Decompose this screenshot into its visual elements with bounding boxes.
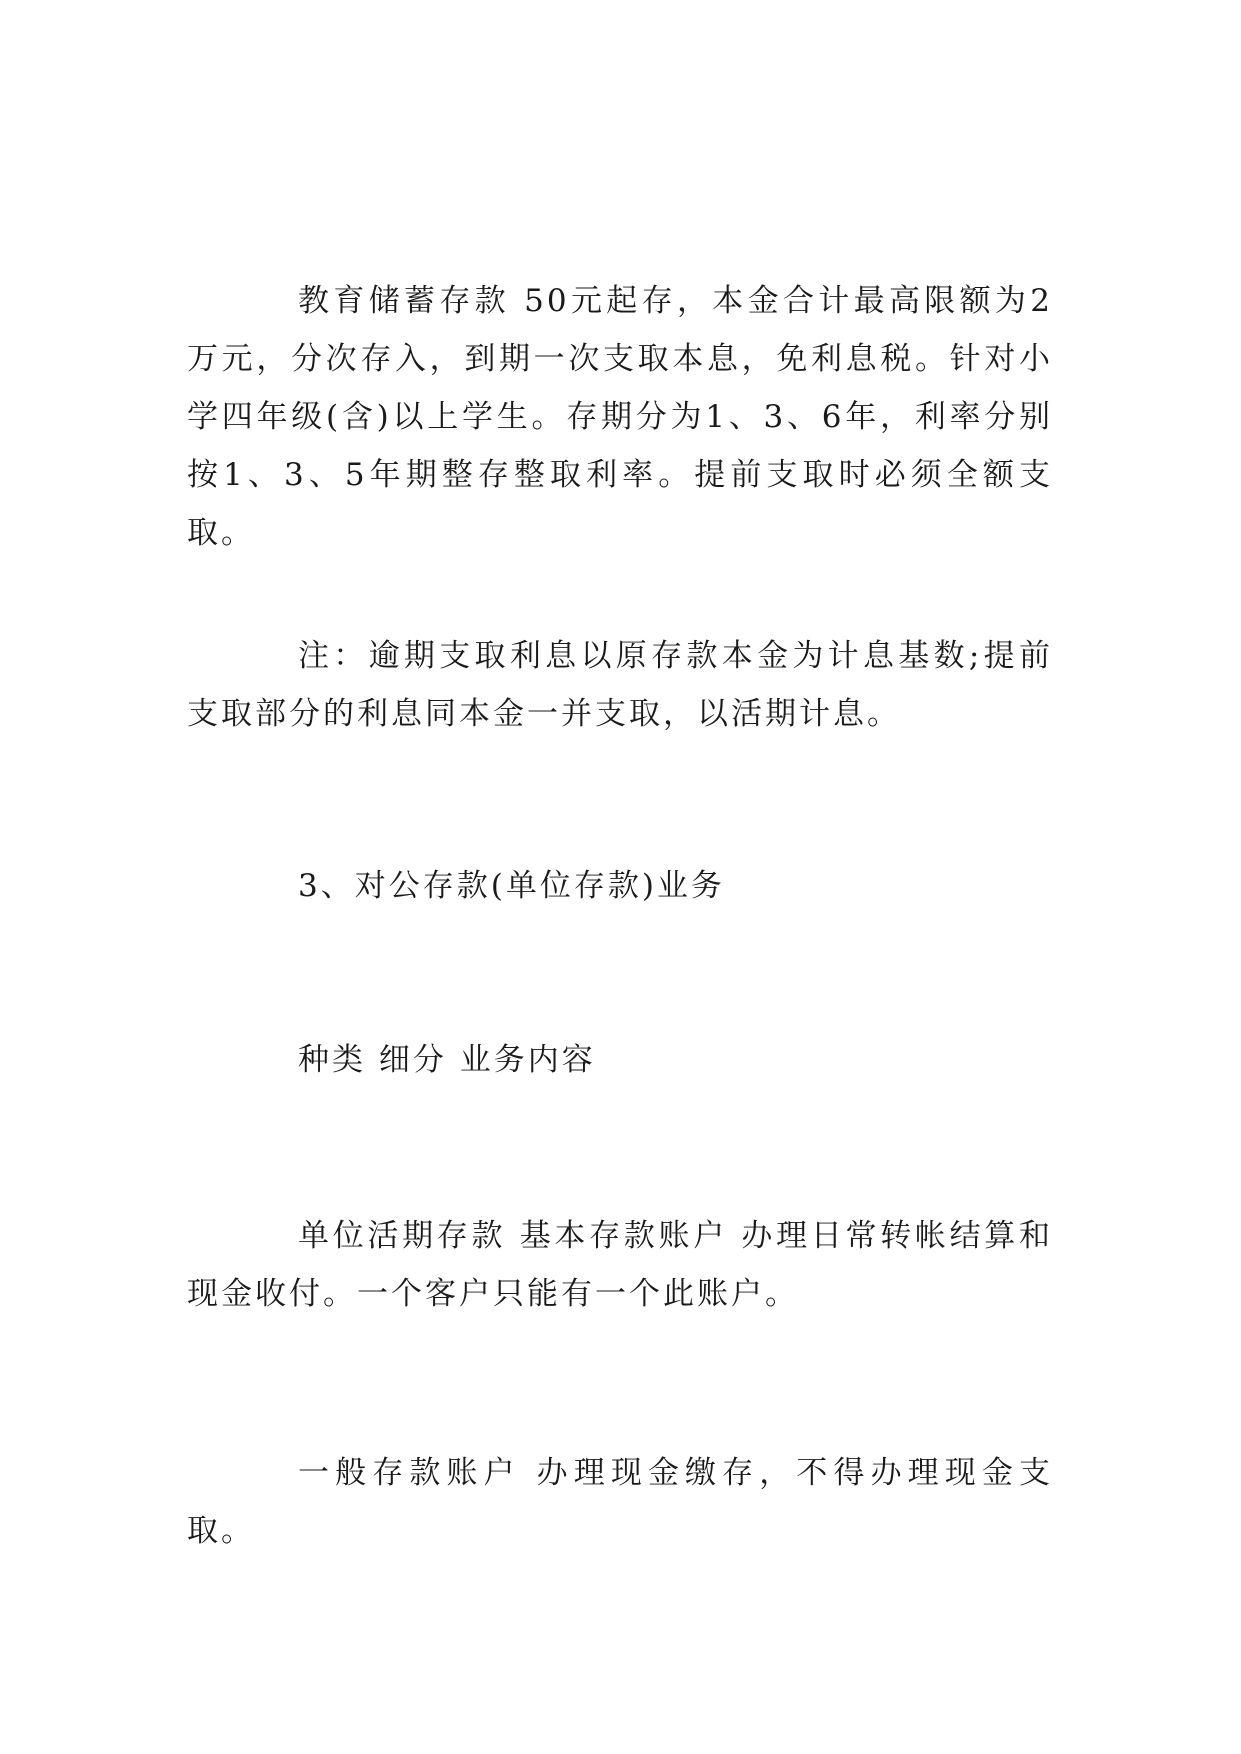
paragraph-note: 注：逾期支取利息以原存款本金为计息基数;提前支取部分的利息同本金一并支取，以活期计息。 — [187, 638, 1053, 732]
section-heading-corporate-deposits: 3、对公存款(单位存款)业务 — [298, 868, 725, 904]
table-header-row: 种类 细分 业务内容 — [298, 1042, 596, 1078]
paragraph-general-deposit-account: 一般存款账户 办理现金缴存，不得办理现金支取。 — [187, 1455, 1053, 1549]
paragraph-basic-deposit-account: 单位活期存款 基本存款账户 办理日常转帐结算和现金收付。一个客户只能有一个此账户。 — [187, 1218, 1053, 1312]
paragraph-education-savings: 教育储蓄存款 50元起存，本金合计最高限额为2万元，分次存入，到期一次支取本息，免利息税。针对小学四年级(含)以上学生。存期分为1、3、6年，利率分别按1、3、5年期整存整取利率。提前支取时必须全额支取。 — [187, 283, 1053, 551]
